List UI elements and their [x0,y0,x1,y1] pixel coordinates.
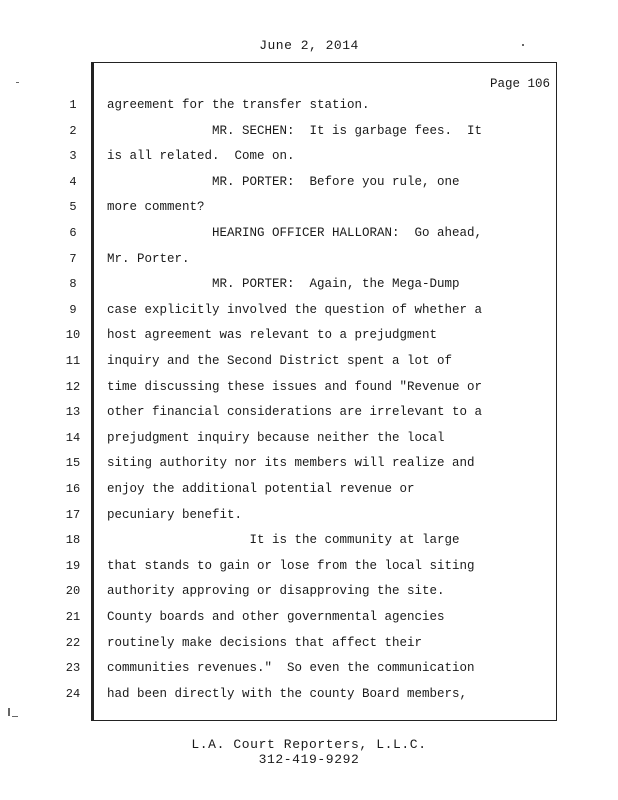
transcript-line: other financial considerations are irrelevant to a [107,405,483,420]
transcript-line: prejudgment inquiry because neither the local [107,430,445,445]
transcript-line: HEARING OFFICER HALLORAN: Go ahead, [107,226,483,240]
transcript-line: pecuniary benefit. [107,507,243,522]
line-number: 10 [65,328,81,343]
line-number: 21 [65,610,81,624]
transcript-line: MR. PORTER: Again, the Mega-Dump [107,277,460,292]
transcript-line: MR. SECHEN: It is garbage fees. It [107,123,483,138]
transcript-line: host agreement was relevant to a prejudgment [107,328,438,343]
line-number: 1 [69,98,77,112]
transcript-line: had been directly with the county Board members, [107,686,468,701]
transcript-line: is all related. Come on. [107,149,295,164]
line-number: 2 [69,123,77,138]
line-number: 16 [65,482,81,496]
line-number: 11 [65,354,81,368]
transcript-line: It is the community at large [107,533,460,548]
transcript-line: MR. PORTER: Before you rule, one [107,174,460,189]
line-number: 14 [65,430,81,445]
transcript-line: authority approving or disapproving the site. [107,584,445,599]
court-reporter-phone: 312-419-9292 [258,752,360,767]
line-number: 13 [65,405,81,420]
line-number: 9 [69,302,77,317]
line-number-margin-rule [92,62,94,721]
line-number: 24 [65,686,81,701]
scan-speck [8,708,10,716]
line-number: 22 [65,635,81,650]
transcript-line: inquiry and the Second District spent a lot of [107,354,453,368]
line-number: 23 [65,661,81,676]
line-number: 20 [65,584,81,599]
transcript-date: June 2, 2014 [259,38,359,53]
line-number: 17 [65,507,81,522]
line-number: 8 [69,277,77,292]
line-number: 3 [69,149,77,164]
transcript-line: Mr. Porter. [107,251,190,266]
transcript-line: more comment? [107,200,205,215]
transcript-line: County boards and other governmental agencies [107,610,445,624]
scan-speck [16,82,19,83]
scan-speck [12,716,18,717]
line-number: 12 [65,379,81,394]
line-number: 4 [69,174,77,189]
transcript-line: routinely make decisions that affect their [107,635,423,650]
line-number: 5 [69,200,77,215]
page-number: Page 106 [489,77,550,91]
line-number: 18 [65,533,81,548]
line-number: 19 [65,558,81,573]
transcript-line: communities revenues." So even the communication [107,661,475,676]
court-reporter-name: L.A. Court Reporters, L.L.C. [191,737,427,752]
transcript-line: siting authority nor its members will realize and [107,456,475,471]
transcript-line: that stands to gain or lose from the local siting [107,558,475,573]
transcript-line: agreement for the transfer station. [107,98,370,112]
transcript-line: time discussing these issues and found "Revenue or [107,379,483,394]
line-number: 7 [69,251,77,266]
line-number: 6 [69,226,77,240]
line-number: 15 [65,456,81,471]
transcript-line: enjoy the additional potential revenue or [107,482,415,496]
scan-speck [522,44,524,46]
transcript-line: case explicitly involved the question of whether a [107,302,483,317]
